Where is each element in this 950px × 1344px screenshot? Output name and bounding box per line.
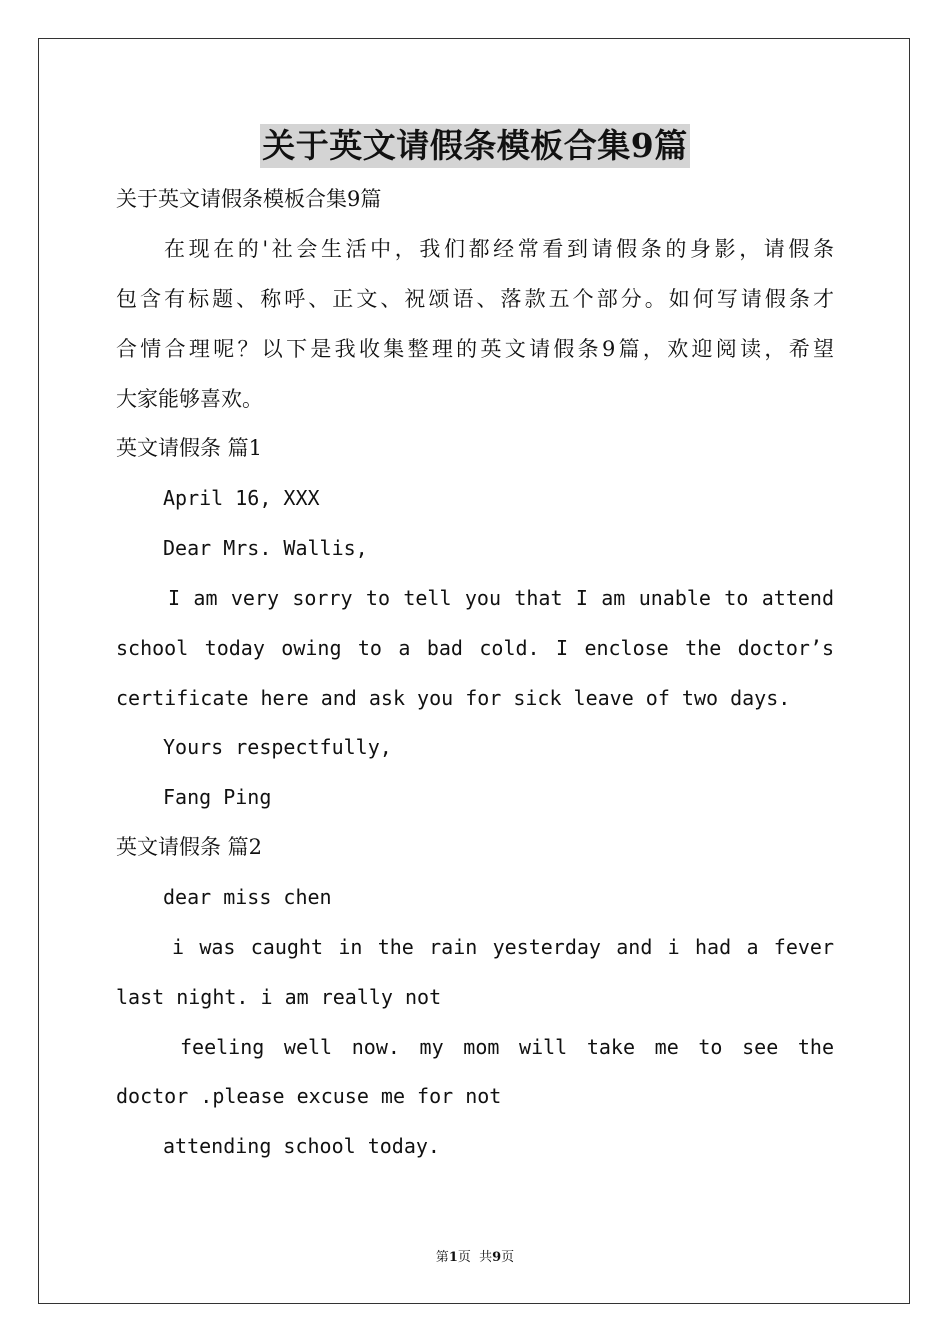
footer-page-number: 1 bbox=[448, 1250, 458, 1265]
page-border bbox=[38, 38, 910, 1304]
intro-line: 包含有标题、称呼、正文、祝颂语、落款五个部分。如何写请假条才 bbox=[116, 287, 834, 311]
letter-body-line: feeling well now. my mom will take me to see the bbox=[180, 1035, 834, 1059]
document-subtitle: 关于英文请假条模板合集9篇 bbox=[116, 187, 382, 211]
letter-body-line: attending school today. bbox=[163, 1134, 440, 1158]
intro-line: 在现在的'社会生活中，我们都经常看到请假条的身影，请假条 bbox=[164, 237, 834, 261]
document-title: 关于英文请假条模板合集9篇 bbox=[260, 124, 689, 168]
section-heading: 英文请假条 篇2 bbox=[116, 835, 263, 859]
letter-signature: Fang Ping bbox=[163, 785, 272, 809]
letter-body-line: i was caught in the rain yesterday and i had a fever bbox=[172, 935, 834, 959]
letter-body-line: school today owing to a bad cold. I enclose the doctor’s bbox=[116, 636, 834, 660]
footer-middle: 页 共 bbox=[457, 1250, 493, 1265]
title-container bbox=[0, 124, 950, 168]
letter-greeting: dear miss chen bbox=[163, 885, 332, 909]
intro-line: 合情合理呢？以下是我收集整理的英文请假条9篇，欢迎阅读，希望 bbox=[116, 337, 834, 361]
intro-line: 大家能够喜欢。 bbox=[116, 387, 263, 411]
letter-body-line: last night. i am really not bbox=[116, 985, 442, 1009]
letter-greeting: Dear Mrs. Wallis, bbox=[163, 536, 368, 560]
letter-body-line: doctor .please excuse me for not bbox=[116, 1084, 502, 1108]
letter-date: April 16, XXX bbox=[163, 486, 320, 510]
footer-prefix: 第 bbox=[435, 1250, 449, 1265]
letter-closing: Yours respectfully, bbox=[163, 735, 392, 759]
section-heading: 英文请假条 篇1 bbox=[116, 436, 263, 460]
letter-body-line: certificate here and ask you for sick leave of two days. bbox=[116, 686, 791, 710]
footer-suffix: 页 bbox=[501, 1250, 515, 1265]
page-footer bbox=[0, 1246, 950, 1265]
footer-total-pages: 9 bbox=[492, 1250, 502, 1265]
letter-body-line: I am very sorry to tell you that I am unable to attend bbox=[168, 586, 834, 610]
